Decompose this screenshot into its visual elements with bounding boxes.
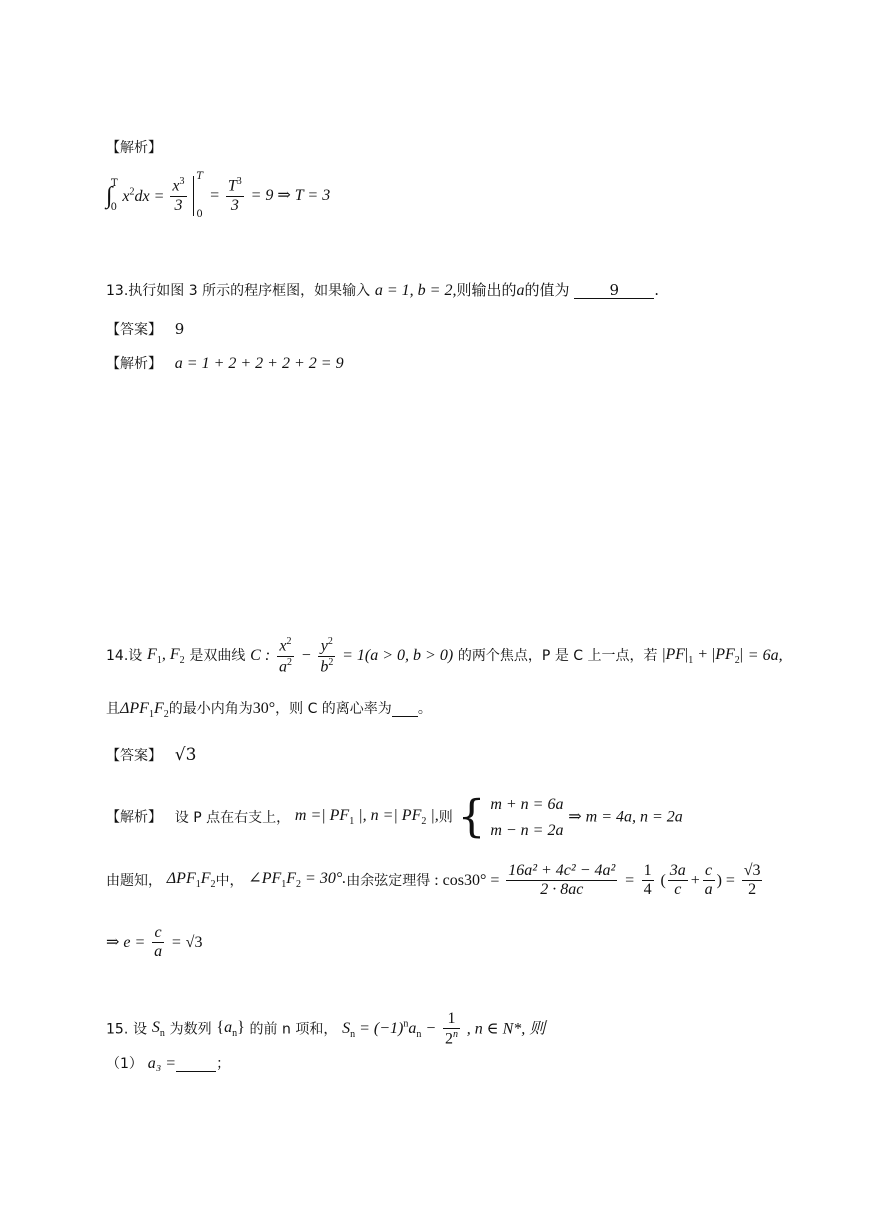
analysis-label-13: 【解析】 [106, 356, 162, 372]
q14-l3-a: 由题知， [106, 872, 162, 889]
answer-label-13: 【答案】 [106, 322, 162, 338]
q13-stem: 执行如图 3 所示的程序框图，如果输入 [128, 283, 371, 299]
q15-number: 15. [106, 1021, 129, 1038]
q12-integral-equation: $\int_0^T$ $x^2dx$ = $\frac{x^3}{3}$ T 0 = $\frac{T^3}{3}$ = 9 ⇒ T = 3 [106, 171, 331, 220]
q14-stem-b: 是双曲线 [189, 648, 246, 665]
q15-stem-a: 设 [133, 1021, 148, 1038]
q14-line2-b: 的最小内角为 [168, 701, 253, 717]
q13-number: 13. [106, 283, 129, 299]
q14-cos-den: 2 · 8ac [540, 881, 584, 899]
q14-analysis-line4: ⇒ e = $\frac{c}{a}$ = √3 [106, 924, 203, 961]
q13-analysis: a = 1 + 2 + 2 + 2 + 2 = 9 [174, 355, 344, 372]
q14-line2-c: ，则 C 的离心率为 [275, 701, 392, 717]
q12-result: = 9 ⇒ T = 3 [250, 187, 331, 204]
analysis-label-12: 【解析】 [106, 140, 162, 156]
q13-answer: 9 [174, 320, 185, 338]
q15-part1-end: ； [216, 1056, 231, 1072]
q15-stem-b: 为数列 [169, 1021, 212, 1038]
q14-sum-tail: = 6a, [747, 647, 783, 665]
q13-answer-row [106, 322, 184, 337]
q13-analysis-row [106, 356, 344, 372]
q15-part1 [106, 1056, 230, 1072]
q14-cos-num: 16a² + 4c² − 4a² [506, 862, 617, 881]
q14-line2-end: 。 [417, 701, 432, 717]
q13-var: a [516, 282, 525, 299]
question-13 [106, 283, 659, 299]
analysis-label-14: 【解析】 [106, 809, 162, 826]
question-14-line2: 且$\Delta PF_1F_2$的最小内角为30°，则 C 的离心率为 。 [106, 700, 432, 721]
q14-line2-a: 且 [106, 701, 120, 717]
q13-stem3: 的值为 [524, 281, 570, 299]
question-15: 15. 设 $S_n$ 为数列 $\{a_n\}$ 的前 n 项和， $S_n = (-1)^na_n$ − $\frac{1}{2^n}$ , n ∈ N*, 则 [106, 1010, 546, 1048]
q15-part1-label: （1） [106, 1056, 143, 1072]
q15-part1-var: a₃ = [147, 1055, 177, 1072]
q14-analysis-a: 设 P 点在右支上， [174, 809, 291, 826]
q14-stem-a: 设 [128, 648, 143, 665]
q14-l4: ⇒ e = [106, 933, 146, 951]
q14-sys-result: ⇒ m = 4a, n = 2a [568, 808, 683, 826]
answer-label-14: 【答案】 [106, 748, 162, 764]
q14-stem-c: 的两个焦点，P 是 C 上一点，若 [457, 648, 658, 665]
q14-number: 14. [106, 648, 129, 665]
q15-stem-tail: , n ∈ N*, 则 [466, 1020, 546, 1038]
q14-answer: √3 [174, 745, 197, 765]
q14-angle: 30° [252, 700, 276, 717]
q13-end: . [654, 281, 660, 299]
q14-analysis-row: 【解析】 设 P 点在右支上， m =| $PF_1$ |, n =| $PF_2$ |,则 { m + n = 6a m − n = 2a ⇒ m = 4a, n = 2a [106, 791, 683, 843]
question-14-line1: 14.设 $F_1$, $F_2$ 是双曲线 C : $\frac{x^2}{a^2}$ − $\frac{y^2}{b^2}$ = 1(a > 0, b > 0) 的两个焦点，P 是 C 上一点，若 $|PF|_1 + |PF_2| = 6a$, [106, 636, 783, 676]
q15-stem-c: 的前 n 项和， [249, 1021, 338, 1038]
q14-analysis-line3: 由题知， $\Delta PF_1F_2$中， $\angle PF_1F_2 = 30^\circ$.由余弦定理得 : cos30° = $\frac{\text{16a² + 4c² − 4a²}}{2 \cdot 8ac}$ = $\frac{1}{4}$ ( $\frac{3a}{c}$ + $\frac{c}{a}$ ) = $\frac{√3}{2}$ [106, 862, 761, 899]
q14-answer-row [106, 747, 196, 764]
q13-blank: 9 [574, 283, 654, 299]
q14-condition: = 1(a > 0, b > 0) [342, 647, 454, 665]
q14-sys2: m − n = 2a [490, 821, 564, 839]
q14-sys1: m + n = 6a [490, 796, 564, 813]
q13-input: a = 1, b = 2, [374, 282, 457, 299]
q13-stem2: 则输出的 [456, 281, 517, 299]
